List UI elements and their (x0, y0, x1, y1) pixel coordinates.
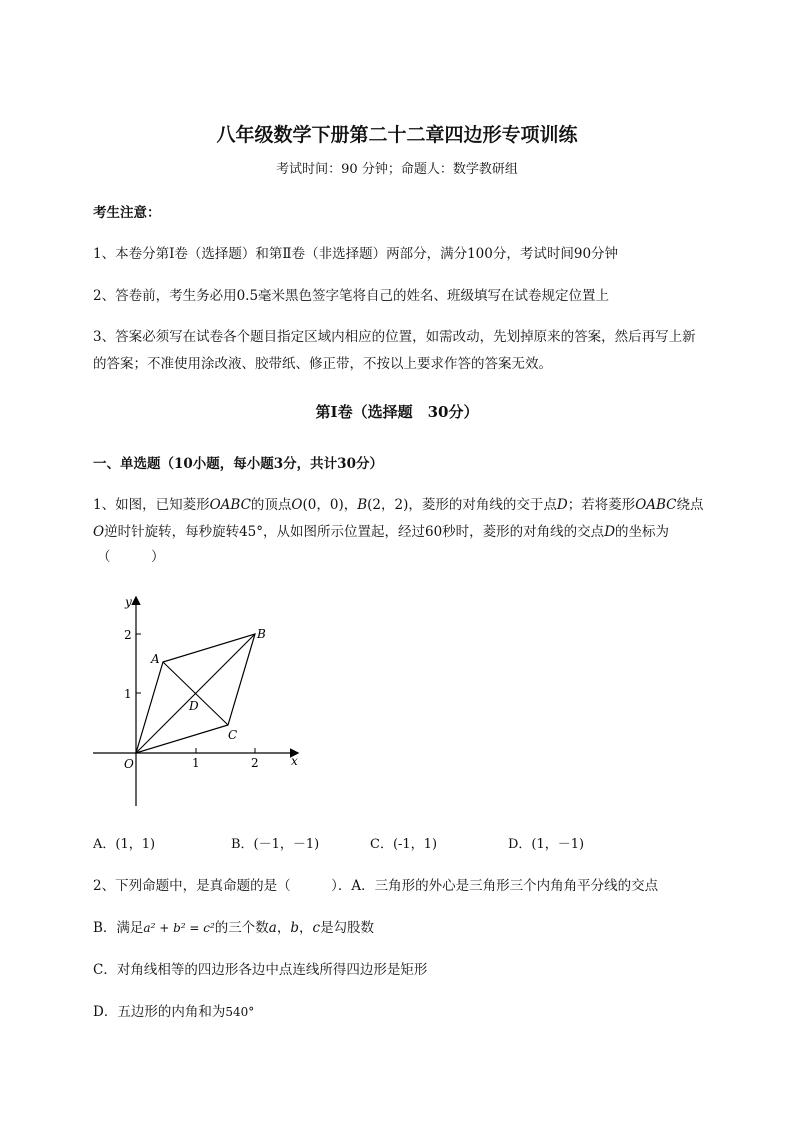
q1-line-1: 1、如图，已知菱形OABC的顶点O(0，0)，B(2，2)，菱形的对角线的交于点D；若将菱形OABC绕点 (93, 497, 704, 513)
x-axis-label: x (291, 754, 298, 768)
point-d-label: D (189, 699, 199, 713)
y-tick-label-1: 1 (124, 687, 132, 701)
q2-option-c: C．对角线相等的四边形各边中点连线所得四边形是矩形 (93, 962, 428, 978)
notice-heading: 考生注意： (93, 205, 161, 221)
point-c-label: C (228, 728, 238, 742)
y-tick-label-2: 2 (124, 628, 132, 642)
x-tick-label-2: 2 (251, 756, 259, 770)
origin-label: O (124, 757, 134, 771)
x-tick-label-1: 1 (192, 756, 200, 770)
q2-stem: 2、下列命题中，是真命题的是（ ）．A．三角形的外心是三角形三个内角角平分线的交点 (93, 878, 659, 894)
q1-option-b: B．(－1，－1) (231, 837, 320, 852)
page-subtitle: 考试时间：90 分钟；命题人：数学教研组 (276, 162, 518, 177)
y-axis-label: y (125, 595, 132, 609)
point-b-label: B (257, 627, 266, 641)
rhombus-figure (85, 588, 315, 813)
notice-item-2: 2、答卷前，考生务必用0.5毫米黑色签字笔将自己的姓名、班级填写在试卷规定位置上 (93, 288, 610, 304)
pythagorean-formula: a² + b² = c² (143, 921, 215, 935)
section-title: 第Ⅰ卷（选择题 30分） (315, 403, 479, 421)
q1-line-2: O逆时针旋转，每秒旋转45°，从如图所示位置起，经过60秒时，菱形的对角线的交点D的坐标为 (93, 524, 670, 540)
notice-item-3: 3、答案必须写在试卷各个题目指定区域内相应的位置，如需改动，先划掉原来的答案，然后再写上新 (93, 329, 696, 345)
notice-item-1: 1、本卷分第Ⅰ卷（选择题）和第Ⅱ卷（非选择题）两部分，满分100分，考试时间90分钟 (93, 246, 619, 262)
page-title: 八年级数学下册第二十二章四边形专项训练 (216, 124, 578, 146)
point-a-label: A (151, 652, 160, 666)
part-heading: 一、单选题（10小题，每小题3分，共计30分） (93, 456, 383, 472)
q2-option-d: D．五边形的内角和为540° (93, 1004, 255, 1020)
q1-answer-blank: （ ） (97, 549, 165, 565)
q1-option-d: D．(1，－1) (508, 837, 585, 852)
q2-option-b: B．满足a² + b² = c²的三个数a，b，c是勾股数 (93, 920, 375, 936)
q1-option-a: A．(1，1) (93, 837, 156, 852)
q1-option-c: C．(-1，1) (370, 837, 438, 852)
notice-item-3-cont: 的答案；不准使用涂改液、胶带纸、修正带，不按以上要求作答的答案无效。 (93, 356, 552, 372)
